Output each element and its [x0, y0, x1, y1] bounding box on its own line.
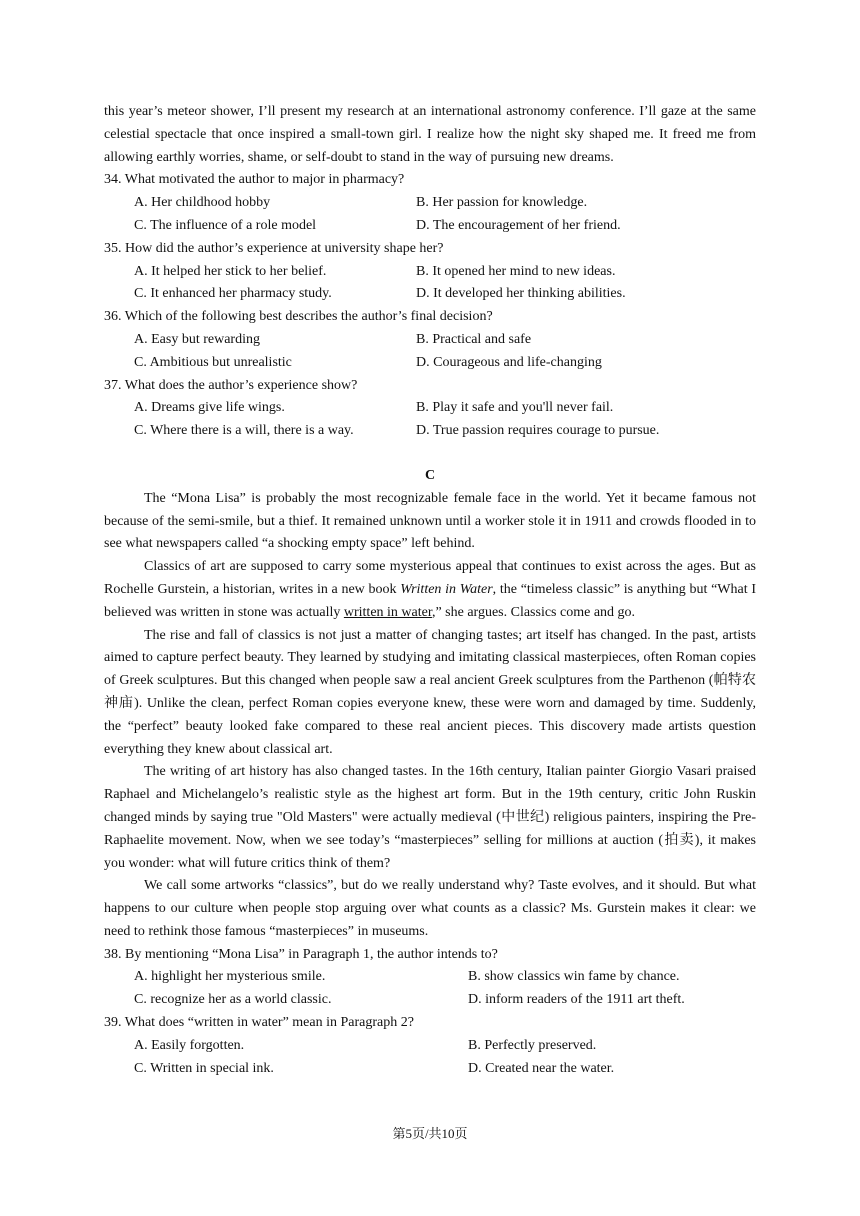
- option-c: C. It enhanced her pharmacy study.: [134, 286, 332, 302]
- paragraph-text: ,” she argues. Classics come and go.: [431, 604, 636, 620]
- book-title: Written in Water: [400, 581, 493, 597]
- page-number: 第5页/共10页: [392, 1126, 468, 1141]
- options: [104, 966, 756, 1012]
- option-d: D. It developed her thinking abilities.: [416, 286, 626, 302]
- question-stem: 34. What motivated the author to major in pharmacy?: [104, 172, 405, 188]
- option-b: B. show classics win fame by chance.: [468, 969, 680, 985]
- option-d: D. True passion requires courage to pursue.: [416, 423, 660, 439]
- question-35: [104, 238, 756, 306]
- options: [104, 329, 756, 375]
- option-b: B. Practical and safe: [416, 331, 532, 347]
- option-c: C. Where there is a will, there is a way.: [134, 423, 354, 439]
- option-d: D. inform readers of the 1911 art theft.: [468, 992, 685, 1008]
- option-d: D. The encouragement of her friend.: [416, 217, 621, 233]
- option-a: A. Easy but rewarding: [134, 331, 260, 347]
- option-d: D. Created near the water.: [468, 1060, 615, 1076]
- options: [104, 397, 756, 443]
- question-stem: 37. What does the author’s experience show?: [104, 377, 358, 393]
- option-a: A. Easily forgotten.: [134, 1037, 245, 1053]
- paragraph-text: Classics of art are supposed to carry some mysterious appeal that continues to exist across the ages. But as Rochelle Gurstein, a historian, writes in a new book: [104, 559, 756, 597]
- question-38: [104, 944, 756, 1012]
- option-c: C. Ambitious but unrealistic: [134, 354, 292, 370]
- option-c: C. Written in special ink.: [134, 1060, 274, 1076]
- underlined-phrase: written in water: [343, 604, 432, 620]
- option-a: A. Her childhood hobby: [134, 195, 271, 211]
- option-c: C. The influence of a role model: [134, 217, 317, 233]
- paragraph-4: The writing of art history has also changed tastes. In the 16th century, Italian painter Giorgio Vasari praised Raphael and Michelangelo’s realistic style as the highest art form. But in the 19th century, critic John Ruskin changed minds by saying true "Old Masters" were actually medieval (中世纪) religious painters, inspiring the Pre-Raphaelite movement. Now, when we see today’s “masterpieces” selling for millions at auction (拍卖), it makes you wonder: what will future critics think of them?: [104, 764, 756, 871]
- option-b: B. It opened her mind to new ideas.: [416, 263, 616, 279]
- option-d: D. Courageous and life-changing: [416, 354, 602, 370]
- question-stem: 38. By mentioning “Mona Lisa” in Paragraph 1, the author intends to?: [104, 946, 498, 962]
- question-stem: 39. What does “written in water” mean in Paragraph 2?: [104, 1015, 414, 1031]
- question-34: [104, 169, 756, 237]
- section-heading: C: [424, 467, 436, 483]
- options: [104, 261, 756, 307]
- question-stem: 35. How did the author’s experience at university shape her?: [104, 240, 444, 256]
- question-stem: 36. Which of the following best describes the author’s final decision?: [104, 309, 493, 325]
- paragraph-1: The “Mona Lisa” is probably the most recognizable female face in the world. Yet it became famous not because of the semi-smile, but a thief. It remained unknown until a worker stole it in 1911 and crowds flooded in to see what newspapers called “a shocking empty space” left behind.: [104, 490, 756, 552]
- option-b: B. Perfectly preserved.: [468, 1037, 597, 1053]
- option-a: A. Dreams give life wings.: [134, 400, 285, 416]
- options: [104, 192, 756, 238]
- option-c: C. recognize her as a world classic.: [134, 992, 332, 1008]
- question-37: [104, 375, 756, 443]
- paragraph-5: We call some artworks “classics”, but do we really understand why? Taste evolves, and it should. But what happens to our culture when people stop arguing over what counts as a classic? Ms. Gurstein makes it clear: we need to rethink those famous “masterpieces” in museums.: [104, 878, 756, 939]
- paragraph-text: , the “timeless classic” is anything but “What I believed was written in stone was actually: [104, 581, 756, 620]
- option-a: A. It helped her stick to her belief.: [134, 263, 327, 279]
- options: [104, 1035, 756, 1081]
- passage-b-ending: this year’s meteor shower, I’ll present my research at an international astronomy conference. I’ll gaze at the same celestial spectacle that once inspired a small-town girl. I realize how the night sky shaped me. It freed me from allowing earthly worries, shame, or self-doubt to stand in the way of pursuing new dreams.: [104, 104, 756, 165]
- paragraph-3: The rise and fall of classics is not just a matter of changing tastes; art itself has changed. In the past, artists aimed to capture perfect beauty. They learned by studying and imitating classical masterpieces, often Roman copies of Greek sculptures. But this changed when people saw a real ancient Greek sculptures from the Parthenon (帕特农神庙). Unlike the clean, perfect Roman copies everyone knew, these were worn and damaged by time. Suddenly, the “perfect” beauty looked fake compared to these real ancient pieces. This discovery made artists question everything they knew about classical art.: [104, 627, 756, 757]
- paragraph-2: [104, 556, 756, 624]
- option-a: A. highlight her mysterious smile.: [134, 969, 326, 985]
- option-b: B. Play it safe and you'll never fail.: [416, 400, 614, 416]
- question-39: [104, 1012, 756, 1080]
- page-content: [104, 101, 756, 1080]
- question-36: [104, 306, 756, 374]
- option-b: B. Her passion for knowledge.: [416, 195, 588, 211]
